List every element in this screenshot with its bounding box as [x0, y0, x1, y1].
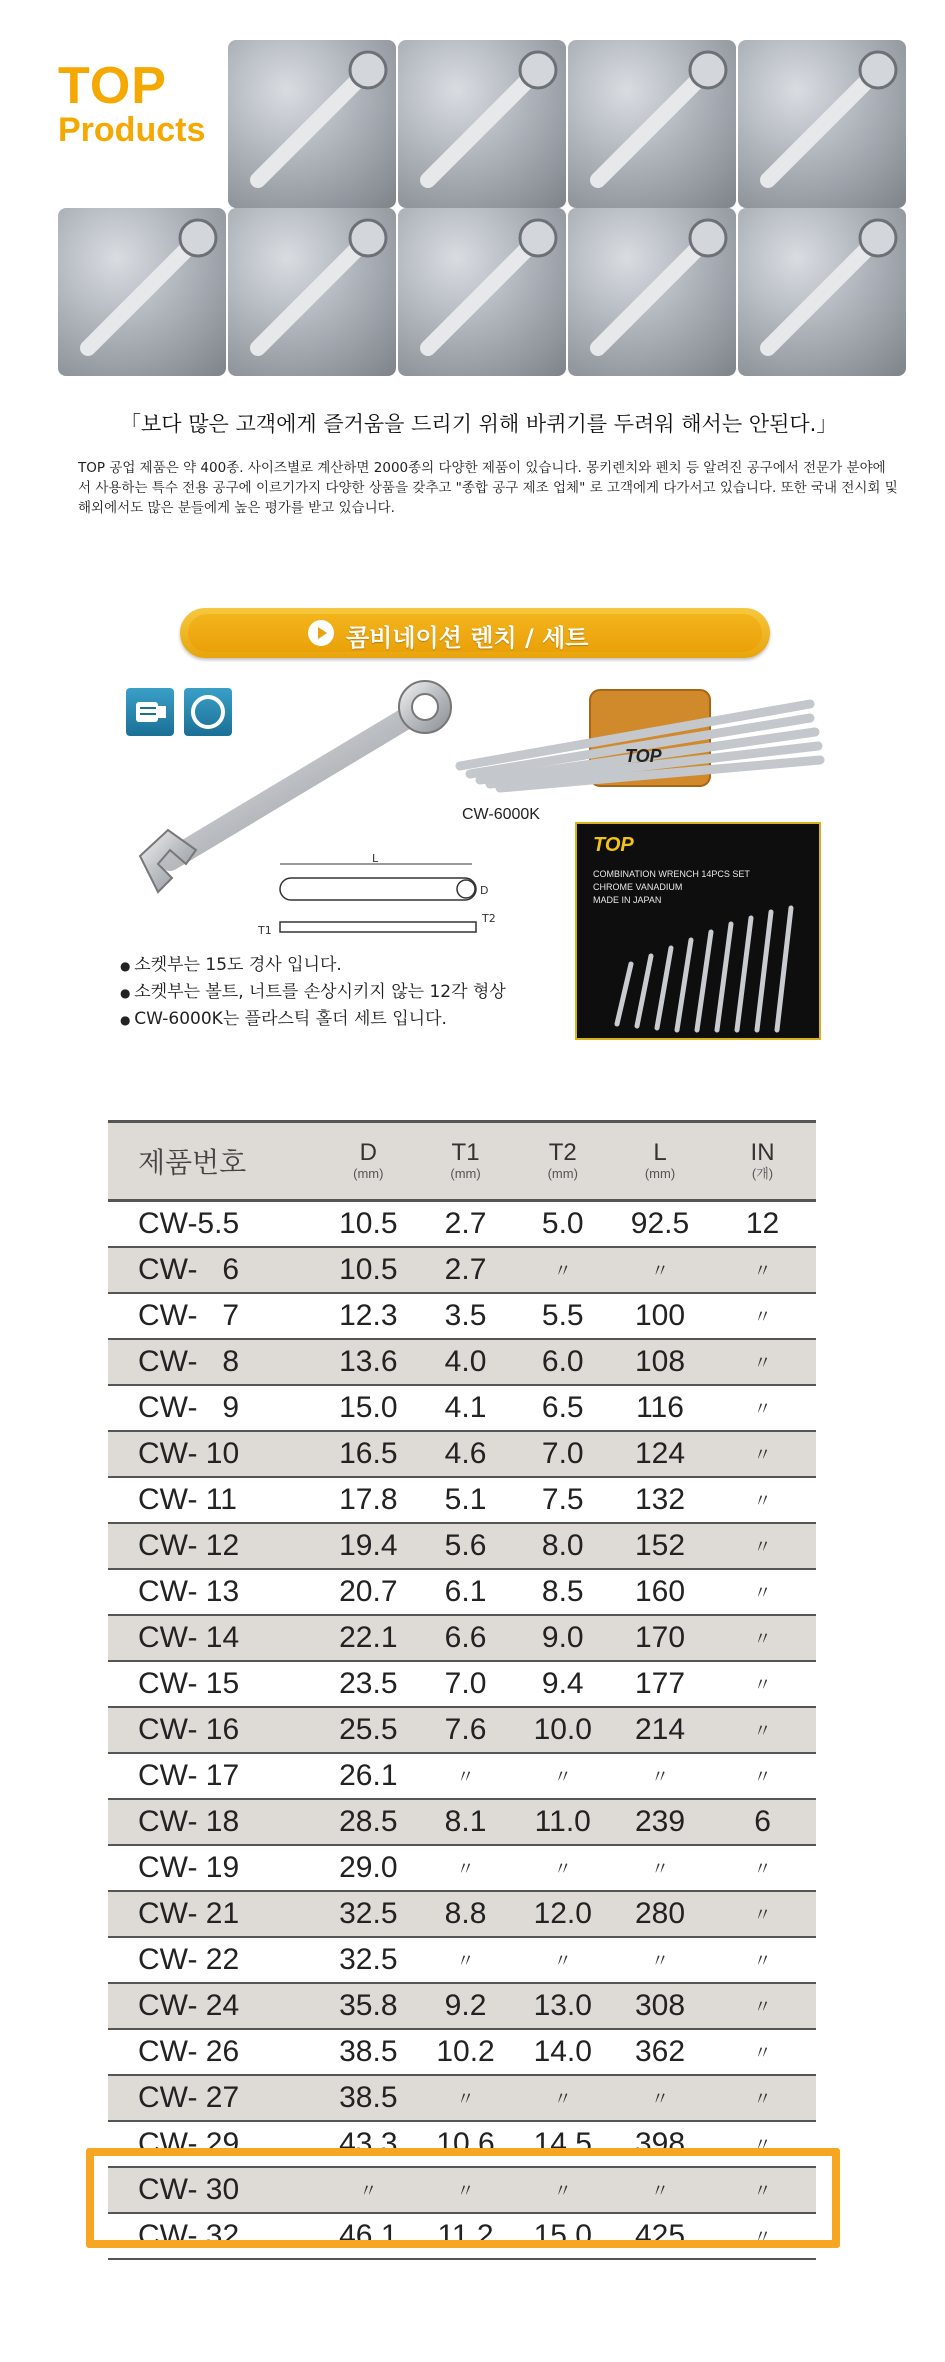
table-row	[108, 1937, 816, 1983]
spec-cell: 〃	[709, 1707, 816, 1753]
pouch-line-2: CHROME VANADIUM	[593, 882, 683, 892]
pliers-photo	[398, 40, 566, 208]
spec-cell: 10.5	[320, 1247, 416, 1293]
column-header	[320, 1122, 416, 1201]
spec-cell: 〃	[416, 2075, 514, 2121]
spec-cell: 2.7	[416, 1247, 514, 1293]
spec-cell: 425	[611, 2213, 709, 2259]
dim-label-d: D	[480, 884, 489, 897]
spec-cell: 〃	[709, 1523, 816, 1569]
spec-cell: 7.6	[416, 1707, 514, 1753]
spec-table	[108, 1120, 816, 2260]
model-code-cell: CW-5.5	[108, 1201, 320, 1248]
company-description: TOP 공업 제품은 약 400종. 사이즈별로 계산하면 2000종의 다양한 제품이 있습니다. 몽키렌치와 펜치 등 알려진 공구에서 전문가 분야에서 사용하는 특수 전용 공구에 이르기가지 다양한 상품을 갖추고 "종합 공구 제조 업체" 로 고객에게 다가서고 있습니다. 또한 국내 전시회 및 해외에서도 많은 분들에게 높은 평가를 받고 있습니다.	[78, 460, 898, 516]
table-row	[108, 2075, 816, 2121]
spec-cell: 5.6	[416, 1523, 514, 1569]
table-row	[108, 1891, 816, 1937]
spec-cell: 〃	[515, 1845, 611, 1891]
spec-cell: 5.5	[515, 1293, 611, 1339]
spec-cell: 124	[611, 1431, 709, 1477]
spec-cell: 〃	[709, 2121, 816, 2167]
spec-cell: 〃	[515, 1937, 611, 1983]
model-code-cell: CW- 14	[108, 1615, 320, 1661]
spec-cell: 10.6	[416, 2121, 514, 2167]
spec-cell: 14.0	[515, 2029, 611, 2075]
dim-label-l: L	[372, 852, 379, 865]
model-code-cell: CW- 24	[108, 1983, 320, 2029]
spec-cell: 〃	[515, 2167, 611, 2213]
spec-cell: 6.5	[515, 1385, 611, 1431]
dimension-diagram	[250, 850, 500, 950]
spec-cell: 214	[611, 1707, 709, 1753]
spec-cell: 8.8	[416, 1891, 514, 1937]
drill-bit-photo	[398, 208, 566, 376]
spec-cell: 〃	[709, 1891, 816, 1937]
table-row	[108, 1293, 816, 1339]
column-header	[416, 1122, 514, 1201]
dim-label-t2: T2	[482, 912, 496, 925]
column-header	[709, 1122, 816, 1201]
spec-cell: 116	[611, 1385, 709, 1431]
spec-cell: 〃	[709, 2029, 816, 2075]
wrench-pouch-image	[575, 822, 821, 1040]
column-header-unit: (mm)	[644, 1166, 676, 1181]
spec-cell: 38.5	[320, 2075, 416, 2121]
model-code-cell: CW- 10	[108, 1431, 320, 1477]
spec-cell: 23.5	[320, 1661, 416, 1707]
spec-cell: 9.2	[416, 1983, 514, 2029]
spec-cell: 32.5	[320, 1891, 416, 1937]
spec-cell: 12.0	[515, 1891, 611, 1937]
column-header-label: T2	[548, 1139, 577, 1166]
model-code-cell: CW- 13	[108, 1569, 320, 1615]
spec-cell: 〃	[611, 1845, 709, 1891]
puller-photo	[738, 208, 906, 376]
column-header-unit: (mm)	[353, 1166, 384, 1181]
column-header-label: IN	[750, 1139, 775, 1166]
model-code-cell: CW- 11	[108, 1477, 320, 1523]
model-code-cell: CW- 29	[108, 2121, 320, 2167]
spec-cell: 6.6	[416, 1615, 514, 1661]
model-code-cell: CW- 19	[108, 1845, 320, 1891]
spec-cell: 13.6	[320, 1339, 416, 1385]
set-model-caption: CW-6000K	[462, 806, 540, 823]
spec-cell: 〃	[611, 1247, 709, 1293]
spec-cell: 〃	[709, 1983, 816, 2029]
spec-cell: 〃	[709, 1615, 816, 1661]
spec-cell: 25.5	[320, 1707, 416, 1753]
table-row	[108, 1799, 816, 1845]
spec-cell: 15.0	[515, 2213, 611, 2259]
model-code-cell: CW- 16	[108, 1707, 320, 1753]
spec-cell: 38.5	[320, 2029, 416, 2075]
spec-cell: 280	[611, 1891, 709, 1937]
spec-cell: 160	[611, 1569, 709, 1615]
spec-cell: 10.0	[515, 1707, 611, 1753]
spec-cell: 〃	[611, 1753, 709, 1799]
spec-cell: 〃	[709, 1569, 816, 1615]
spec-cell: 4.0	[416, 1339, 514, 1385]
spec-cell: 4.6	[416, 1431, 514, 1477]
spec-cell: 9.0	[515, 1615, 611, 1661]
spec-cell: 362	[611, 2029, 709, 2075]
spec-cell: 9.4	[515, 1661, 611, 1707]
spec-cell: 5.1	[416, 1477, 514, 1523]
spec-cell: 〃	[709, 1477, 816, 1523]
spec-cell: 〃	[611, 1937, 709, 1983]
spec-cell: 〃	[416, 1753, 514, 1799]
spec-cell: 〃	[611, 2075, 709, 2121]
spec-cell: 〃	[515, 1247, 611, 1293]
table-row	[108, 1753, 816, 1799]
table-row	[108, 1477, 816, 1523]
model-code-cell: CW- 22	[108, 1937, 320, 1983]
coil-lanyard-photo	[228, 208, 396, 376]
spec-cell: 〃	[709, 1339, 816, 1385]
spec-cell: 4.1	[416, 1385, 514, 1431]
spec-cell: 19.4	[320, 1523, 416, 1569]
spec-cell: 6.1	[416, 1569, 514, 1615]
spec-cell: 2.7	[416, 1201, 514, 1248]
holder-brand-text: TOP	[625, 746, 662, 766]
spec-cell: 15.0	[320, 1385, 416, 1431]
column-header	[515, 1122, 611, 1201]
spec-cell: 46.1	[320, 2213, 416, 2259]
spec-cell: 〃	[709, 1845, 816, 1891]
pouch-brand: TOP	[593, 834, 634, 856]
section-title: 콤비네이션 렌치 / 세트	[346, 624, 589, 652]
spec-cell: 〃	[709, 1431, 816, 1477]
table-row	[108, 2029, 816, 2075]
spec-cell: 308	[611, 1983, 709, 2029]
feature-bullet: ● CW-6000K는 플라스틱 홀더 세트 입니다.	[120, 1006, 506, 1033]
spec-cell: 〃	[515, 1753, 611, 1799]
spec-cell: 3.5	[416, 1293, 514, 1339]
table-row	[108, 1845, 816, 1891]
spec-cell: 239	[611, 1799, 709, 1845]
spec-cell: 〃	[611, 2167, 709, 2213]
spec-cell: 12.3	[320, 1293, 416, 1339]
spec-cell: 16.5	[320, 1431, 416, 1477]
table-row	[108, 1247, 816, 1293]
spec-cell: 13.0	[515, 1983, 611, 2029]
table-row	[108, 1523, 816, 1569]
model-code-cell: CW- 17	[108, 1753, 320, 1799]
column-header-unit: (개)	[751, 1166, 774, 1181]
table-row	[108, 1339, 816, 1385]
open-wrench-photo	[568, 208, 736, 376]
spec-cell: 7.5	[515, 1477, 611, 1523]
spec-cell: 17.8	[320, 1477, 416, 1523]
column-header-unit: (mm)	[450, 1166, 481, 1181]
table-row	[108, 1431, 816, 1477]
model-code-cell: CW- 7	[108, 1293, 320, 1339]
model-code-cell: CW- 9	[108, 1385, 320, 1431]
table-row	[108, 1615, 816, 1661]
model-code-cell: CW- 6	[108, 1247, 320, 1293]
table-row	[108, 1983, 816, 2029]
spec-cell: 〃	[416, 1845, 514, 1891]
spec-cell: 7.0	[515, 1431, 611, 1477]
spec-cell: 170	[611, 1615, 709, 1661]
spec-cell: 10.2	[416, 2029, 514, 2075]
spec-cell: 22.1	[320, 1615, 416, 1661]
spec-cell: 28.5	[320, 1799, 416, 1845]
brand-logo-products: Products	[58, 111, 206, 149]
column-header-label: T1	[451, 1139, 480, 1166]
spec-cell: 10.5	[320, 1201, 416, 1248]
spec-cell: 8.1	[416, 1799, 514, 1845]
brand-logo-top: TOP	[58, 57, 167, 115]
spec-cell: 177	[611, 1661, 709, 1707]
wrench-set-holder-image	[450, 684, 830, 794]
table-row	[108, 1707, 816, 1753]
table-row	[108, 1201, 816, 1248]
spec-cell: 12	[709, 1201, 816, 1248]
highlight-box	[86, 2148, 840, 2248]
model-code-cell: CW- 27	[108, 2075, 320, 2121]
spec-cell: 8.0	[515, 1523, 611, 1569]
spec-cell: 7.0	[416, 1661, 514, 1707]
table-header-row	[108, 1122, 816, 1201]
spec-cell: 5.0	[515, 1201, 611, 1248]
spec-cell: 〃	[709, 2167, 816, 2213]
spec-cell: 〃	[709, 1247, 816, 1293]
table-body	[108, 1201, 816, 2260]
spec-cell: 11.0	[515, 1799, 611, 1845]
spec-cell: 32.5	[320, 1937, 416, 1983]
spec-cell: 398	[611, 2121, 709, 2167]
spec-cell: 〃	[515, 2075, 611, 2121]
spec-cell: 8.5	[515, 1569, 611, 1615]
model-code-cell: CW- 32	[108, 2213, 320, 2259]
spec-cell: 〃	[709, 1385, 816, 1431]
spec-cell: 〃	[416, 1937, 514, 1983]
spec-cell: 〃	[709, 1293, 816, 1339]
spec-cell: 6.0	[515, 1339, 611, 1385]
model-code-cell: CW- 12	[108, 1523, 320, 1569]
spec-cell: 11.2	[416, 2213, 514, 2259]
feature-bullet: ● 소켓부는 볼트, 너트를 손상시키지 않는 12각 형상	[120, 979, 506, 1006]
company-slogan: 「보다 많은 고객에게 즐거움을 드리기 위해 바퀴기를 두려워 해서는 안된다.」	[120, 412, 838, 436]
table-row	[108, 1385, 816, 1431]
model-code-cell: CW- 21	[108, 1891, 320, 1937]
adjustable-wrench-photo	[228, 40, 396, 208]
spec-cell: 〃	[709, 1661, 816, 1707]
model-code-cell: CW- 15	[108, 1661, 320, 1707]
spec-cell: 〃	[320, 2167, 416, 2213]
spec-cell: 100	[611, 1293, 709, 1339]
model-code-cell: CW- 26	[108, 2029, 320, 2075]
socket-set-photo	[738, 40, 906, 208]
column-header: 제품번호	[108, 1122, 320, 1201]
table-row	[108, 1661, 816, 1707]
model-code-cell: CW- 8	[108, 1339, 320, 1385]
feature-bullet: ● 소켓부는 15도 경사 입니다.	[120, 952, 506, 979]
column-header-label: L	[653, 1139, 667, 1166]
spec-cell: 132	[611, 1477, 709, 1523]
spec-cell: 〃	[709, 2213, 816, 2259]
spec-cell: 92.5	[611, 1201, 709, 1248]
spec-cell: 20.7	[320, 1569, 416, 1615]
column-header-label: D	[359, 1139, 377, 1166]
spec-cell: 6	[709, 1799, 816, 1845]
dim-label-t1: T1	[258, 924, 272, 937]
spec-cell: 43.3	[320, 2121, 416, 2167]
play-icon	[308, 620, 334, 646]
spec-cell: 29.0	[320, 1845, 416, 1891]
spec-cell: 152	[611, 1523, 709, 1569]
spec-cell: 26.1	[320, 1753, 416, 1799]
model-code-cell: CW- 30	[108, 2167, 320, 2213]
ratchet-photo	[58, 208, 226, 376]
spec-cell: 〃	[709, 1937, 816, 1983]
pouch-line-3: MADE IN JAPAN	[593, 895, 662, 905]
spec-cell: 35.8	[320, 1983, 416, 2029]
table-row	[108, 1569, 816, 1615]
spec-cell: 〃	[709, 2075, 816, 2121]
section-banner	[180, 608, 770, 658]
socket-photo	[568, 40, 736, 208]
spec-cell: 〃	[709, 1753, 816, 1799]
model-code-cell: CW- 18	[108, 1799, 320, 1845]
feature-bullet-list	[120, 952, 506, 1033]
column-header	[611, 1122, 709, 1201]
spec-cell: 108	[611, 1339, 709, 1385]
pouch-line-1: COMBINATION WRENCH 14PCS SET	[593, 869, 750, 879]
spec-cell: 14.5	[515, 2121, 611, 2167]
spec-cell: 〃	[416, 2167, 514, 2213]
column-header-unit: (mm)	[547, 1166, 578, 1181]
